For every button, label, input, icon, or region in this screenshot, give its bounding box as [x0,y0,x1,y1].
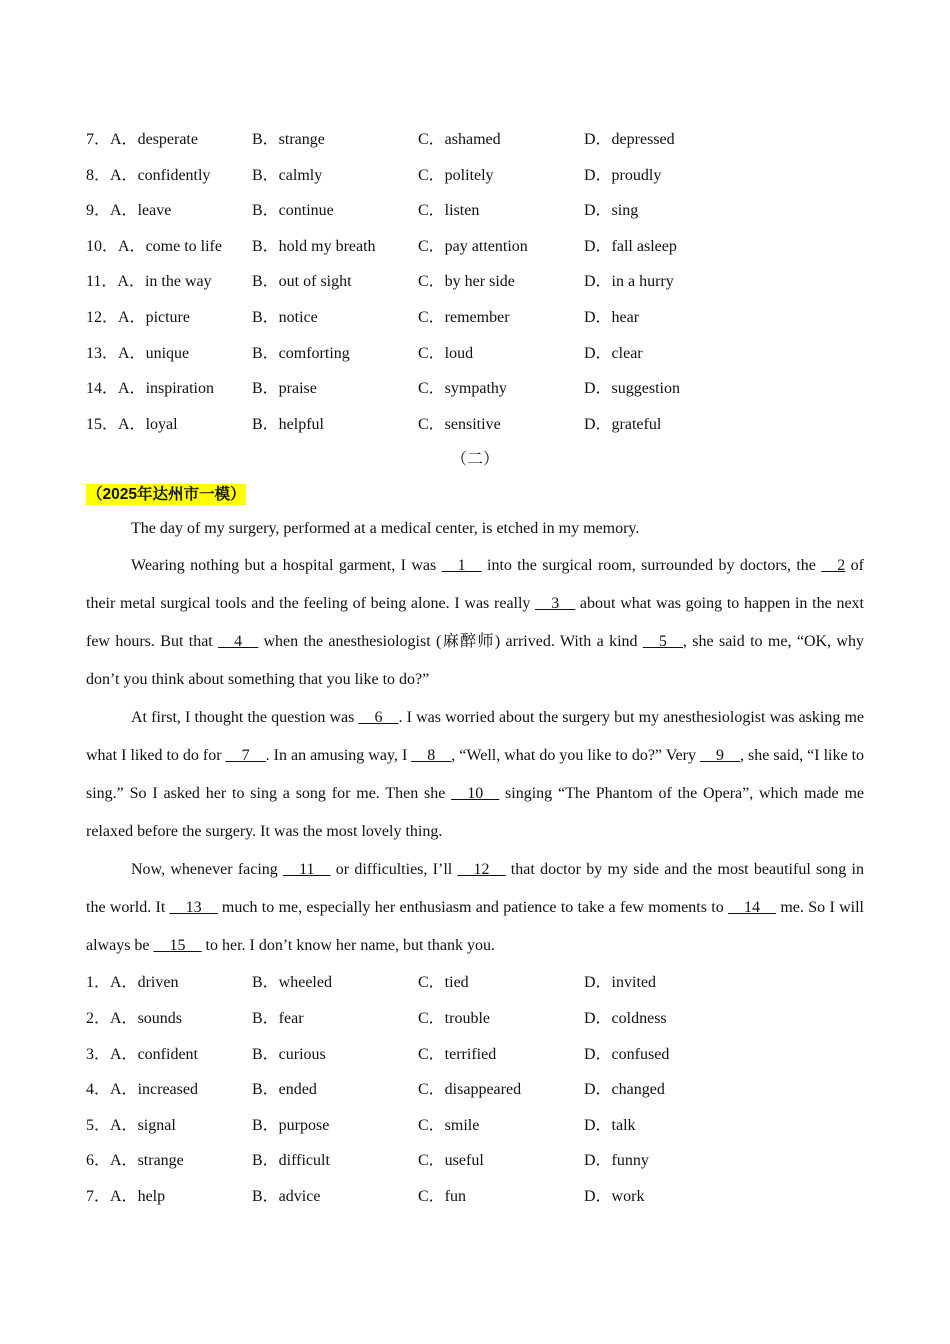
text: , “Well, what do you like to do?” Very [451,747,700,765]
text: into the surgical room, surrounded by doctors, the [481,557,822,575]
option-d: D．confused [584,1045,670,1063]
option-c: C．trouble [418,1009,490,1027]
question-number: 6．A． [86,1152,138,1170]
option-a-text: picture [145,308,190,326]
section-title: （二） [450,451,499,469]
option-a [86,1072,252,1108]
option-b: B．hold my breath [252,237,376,255]
option-d: D．grateful [584,415,662,433]
option-b: B．praise [252,380,317,398]
option-row [86,1072,864,1108]
text: much to me, especially her enthusiasm and patience to take a few moments to [217,899,729,917]
option-a-text: signal [137,1116,176,1134]
text: . I was worried about the surgery but my anesthesiologist was asking me what I liked to do for [86,709,865,765]
option-a [86,371,252,407]
option-d: D．suggestion [584,380,681,398]
option-b: B．difficult [252,1152,330,1170]
blank-8: __8__ [411,747,452,765]
option-a-text: sounds [137,1009,183,1027]
option-a [86,1037,252,1073]
option-b: B．ended [252,1081,317,1099]
blank-10: __10__ [451,785,500,803]
source-tag-row [86,478,864,511]
option-a [86,336,252,372]
option-a [86,193,252,229]
option-b: B．purpose [252,1116,330,1134]
option-row [86,122,864,158]
option-c: C．loud [418,344,474,362]
question-number: 8．A． [86,166,138,184]
option-d: D．coldness [584,1009,667,1027]
option-a-text: come to life [145,237,222,255]
text: , she said to me, “OK, why don’t you think about something that you like to do?” [86,633,864,689]
option-a [86,407,252,443]
option-row [86,371,864,407]
option-d: D．funny [584,1152,649,1170]
option-c: C．politely [418,166,494,184]
document-page [86,122,864,1215]
option-b: B．out of sight [252,273,352,291]
passage-paragraph-4 [86,851,864,965]
passage-paragraph-3 [86,699,864,851]
option-b: B．fear [252,1009,304,1027]
option-d: D．work [584,1187,645,1205]
option-a-text: inspiration [145,380,214,398]
option-a-text: confidently [137,166,211,184]
option-c: C．sensitive [418,415,501,433]
option-a [86,264,252,300]
option-d: D．talk [584,1116,636,1134]
passage-paragraph-1: The day of my surgery, performed at a medical center, is etched in my memory. [131,520,640,538]
option-a [86,122,252,158]
option-a-text: increased [137,1081,198,1099]
option-c: C．ashamed [418,131,501,148]
option-c: C．useful [418,1152,484,1170]
option-a [86,1143,252,1179]
option-d: D．changed [584,1081,665,1099]
option-b: B．strange [252,131,325,148]
blank-2: __2 [821,557,846,575]
option-d: D．hear [584,308,640,326]
options-list-part2 [86,965,864,1214]
text: to her. I don’t know her name, but thank you. [201,937,495,955]
option-b: B．advice [252,1187,321,1205]
question-number: 4．A． [86,1081,138,1099]
option-d: D．fall asleep [584,237,677,255]
question-number: 7．A． [86,1187,138,1205]
option-d: D．invited [584,974,656,992]
option-row [86,158,864,194]
option-c: C．by her side [418,273,515,291]
option-a-text: strange [137,1152,184,1170]
option-row [86,1143,864,1179]
text: that doctor by my side and the most beautiful song in the world. It [86,861,864,917]
option-a-text: desperate [137,131,198,148]
option-a [86,965,252,1001]
option-a [86,1108,252,1144]
text: me. So I will always be [86,899,864,955]
text: when the anesthesiologist (麻醉师) arrived. With a kind [258,633,643,651]
question-number: 15．A． [86,415,146,433]
option-c: C．disappeared [418,1081,522,1099]
blank-12: __12__ [457,861,506,879]
text: Now, whenever facing [131,861,284,879]
question-number: 5．A． [86,1116,138,1134]
option-c: C．pay attention [418,237,528,255]
question-number: 7．A． [86,131,138,148]
option-b: B．notice [252,308,318,326]
blank-3: __3__ [535,595,576,613]
option-a-text: help [137,1187,166,1205]
option-a [86,229,252,265]
question-number: 3．A． [86,1045,138,1063]
option-a-text: loyal [145,415,178,433]
blank-5: __5__ [642,633,683,651]
option-row [86,407,864,443]
option-b: B．continue [252,202,334,220]
option-b: B．curious [252,1045,326,1063]
option-d: D．in a hurry [584,273,674,291]
question-number: 9．A． [86,202,138,220]
option-a-text: confident [137,1045,198,1063]
option-a-text: unique [145,344,190,362]
text: Wearing nothing but a hospital garment, I was [131,557,442,575]
option-a [86,1179,252,1215]
option-b: B．comforting [252,344,350,362]
option-b: B．helpful [252,415,324,433]
blank-11: __11__ [283,861,331,879]
question-number: 13．A． [86,344,146,362]
option-row [86,229,864,265]
blank-4: __4__ [218,633,259,651]
question-number: 14．A． [86,380,146,398]
option-d: D．proudly [584,166,662,184]
option-row [86,1001,864,1037]
passage-paragraph-2 [86,547,864,699]
text: , she said, “I like to sing.” So I asked her to sing a song for me. Then she [86,747,865,803]
blank-7: __7__ [225,747,266,765]
question-number: 11．A． [86,273,145,291]
option-b: B．calmly [252,166,323,184]
text: or difficulties, I’ll [330,861,458,879]
option-c: C．fun [418,1187,467,1205]
blank-6: __6__ [358,709,399,727]
option-a [86,158,252,194]
options-list-part1 [86,122,864,442]
text: . In an amusing way, I [265,747,412,765]
option-c: C．terrified [418,1045,497,1063]
option-d: D．depressed [584,131,675,148]
option-a [86,300,252,336]
option-row [86,336,864,372]
option-c: C．sympathy [418,380,507,398]
blank-1: __1__ [441,557,482,575]
option-c: C．remember [418,308,510,326]
option-row [86,1037,864,1073]
text: about what was going to happen in the next few hours. But that [86,595,865,651]
text: singing “The Phantom of the Opera”, which made me relaxed before the surgery. It was the most lovely thing. [86,785,865,841]
option-row [86,264,864,300]
question-number: 2．A． [86,1009,138,1027]
option-row [86,1179,864,1215]
option-a-text: in the way [144,273,212,291]
blank-9: __9__ [699,747,740,765]
option-c: C．smile [418,1116,480,1134]
question-number: 12．A． [86,308,146,326]
option-row [86,1108,864,1144]
option-b: B．wheeled [252,974,332,992]
option-row [86,965,864,1001]
question-number: 1．A． [86,974,138,992]
option-a-text: leave [137,202,172,220]
text: of their metal surgical tools and the feeling of being alone. I was really [86,557,865,613]
blank-13: __13__ [169,899,218,917]
option-a-text: driven [137,974,179,992]
option-row [86,300,864,336]
source-tag: （2025年达州市一模） [87,486,246,504]
option-c: C．listen [418,202,480,220]
blank-15: __15__ [153,937,202,955]
option-a [86,1001,252,1037]
blank-14: __14__ [728,899,777,917]
option-d: D．sing [584,202,639,220]
text: At first, I thought the question was [131,709,359,727]
option-c: C．tied [418,974,469,992]
option-d: D．clear [584,344,643,362]
question-number: 10．A． [86,237,146,255]
option-row [86,193,864,229]
